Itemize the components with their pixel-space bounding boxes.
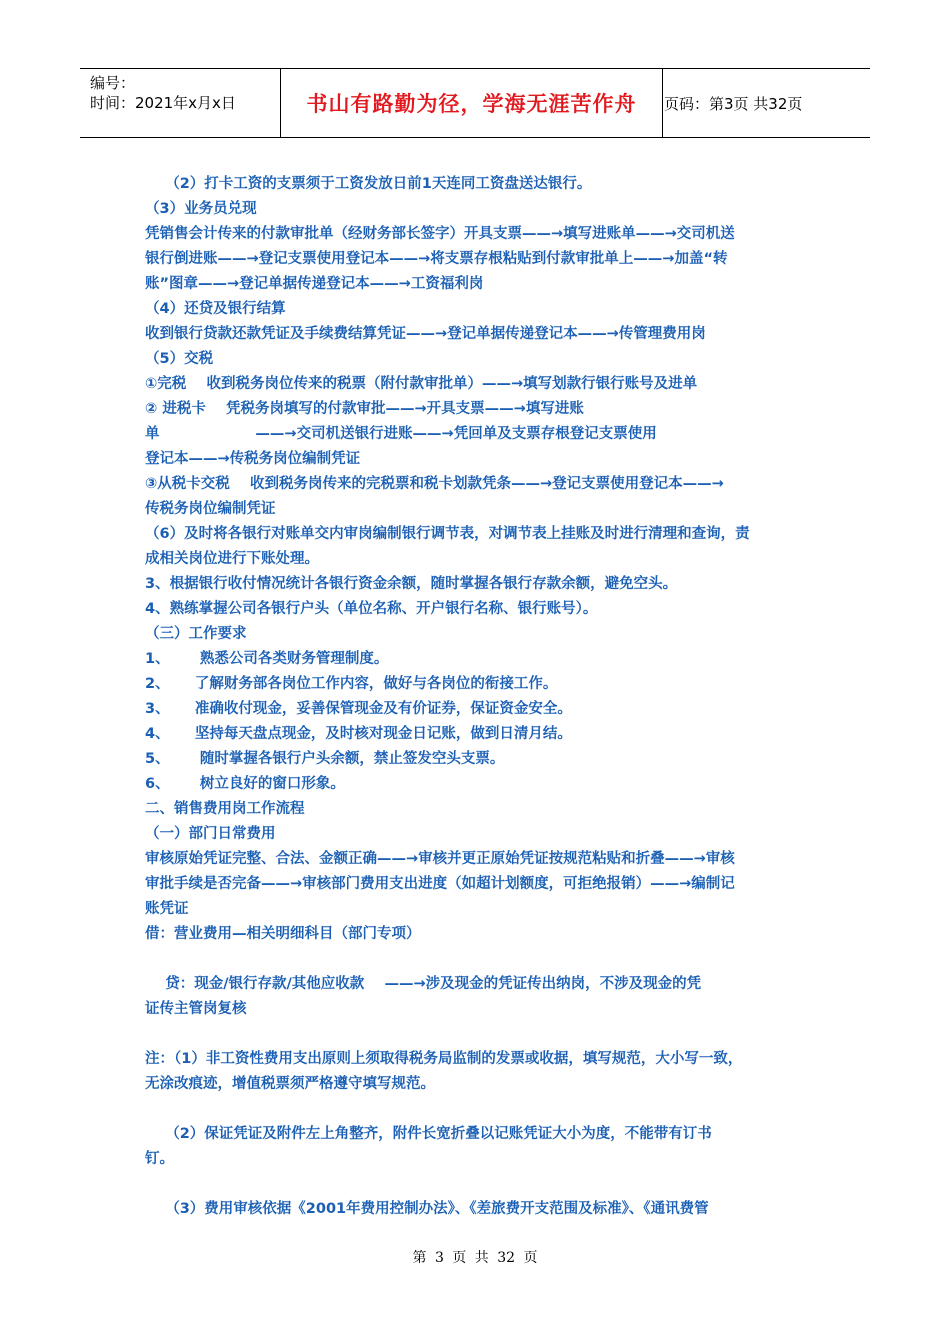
text-line: 无涂改痕迹，增值税票须严格遵守填写规范。: [145, 1076, 435, 1092]
page-footer: 第 3 页 共 32 页: [412, 1250, 538, 1266]
text-line: 钉。: [145, 1151, 174, 1167]
text-line: 账”图章——→登记单据传递登记本——→工资福利岗: [145, 276, 484, 292]
text-line: 传税务岗位编制凭证: [145, 501, 276, 517]
text-line: 3、根据银行收付情况统计各银行资金余额，随时掌握各银行存款余额，避免空头。: [145, 576, 678, 592]
text-line: 审批手续是否完备——→审核部门费用支出进度（如超计划额度，可拒绝报销）——→编制记: [145, 876, 735, 892]
text-line: 6、 树立良好的窗口形象。: [145, 776, 345, 792]
text-line: 贷：现金/银行存款/其他应收款 ——→涉及现金的凭证传出纳岗，不涉及现金的凭: [145, 976, 702, 992]
text-line: 单 ——→交司机送银行进账——→凭回单及支票存根登记支票使用: [145, 426, 657, 442]
text-line: 1、 熟悉公司各类财务管理制度。: [145, 651, 389, 667]
text-line: 银行倒进账——→登记支票使用登记本——→将支票存根粘贴到付款审批单上——→加盖“转: [145, 251, 728, 267]
text-line: （5）交税: [145, 351, 214, 367]
text-line: 3、 准确收付现金，妥善保管现金及有价证券，保证资金安全。: [145, 701, 572, 717]
header-divider: [662, 69, 663, 137]
text-line: （3）业务员兑现: [145, 201, 257, 217]
text-line: （3）费用审核依据《2001年费用控制办法》、《差旅费开支范围及标准》、《通讯费管: [145, 1201, 709, 1217]
text-line: 二、销售费用岗工作流程: [145, 801, 305, 817]
text-line: 收到银行贷款还款凭证及手续费结算凭证——→登记单据传递登记本——→传管理费用岗: [145, 326, 706, 342]
text-line: （2）打卡工资的支票须于工资发放日前1天连同工资盘送达银行。: [145, 176, 592, 192]
text-line: （三）工作要求: [145, 626, 247, 642]
text-line: （6）及时将各银行对账单交内审岗编制银行调节表，对调节表上挂账及时进行清理和查询，责: [145, 526, 750, 542]
text-line: 注：（1）非工资性费用支出原则上须取得税务局监制的发票或收据，填写规范，大小写一致，: [145, 1051, 743, 1067]
header-page-info: 页码：第3页 共32页: [664, 94, 803, 113]
text-line: （2）保证凭证及附件左上角整齐，附件长宽折叠以记账凭证大小为度，不能带有订书: [145, 1126, 712, 1142]
text-line: 登记本——→传税务岗位编制凭证: [145, 451, 361, 467]
text-line: 5、 随时掌握各银行户头余额，禁止签发空头支票。: [145, 751, 505, 767]
text-line: 审核原始凭证完整、合法、金额正确——→审核并更正原始凭证按规范粘贴和折叠——→审核: [145, 851, 735, 867]
document-number: 编号：: [90, 74, 136, 92]
text-line: ①完税 收到税务岗位传来的税票（附付款审批单）——→填写划款行银行账号及进单: [145, 376, 698, 392]
header-motto: 书山有路勤为径，学海无涯苦作舟: [306, 92, 637, 116]
text-line: 4、 坚持每天盘点现金，及时核对现金日记账，做到日清月结。: [145, 726, 572, 742]
text-line: （4）还贷及银行结算: [145, 301, 286, 317]
header-meta: [90, 73, 236, 113]
text-line: ② 进税卡 凭税务岗填写的付款审批——→开具支票——→填写进账: [145, 401, 584, 417]
text-line: 成相关岗位进行下账处理。: [145, 551, 319, 567]
text-line: ③从税卡交税 收到税务岗传来的完税票和税卡划款凭条——→登记支票使用登记本——→: [145, 476, 724, 492]
text-line: 借：营业费用—相关明细科目（部门专项）: [145, 926, 421, 942]
text-line: （一）部门日常费用: [145, 826, 276, 842]
page-header: [80, 68, 870, 138]
text-line: 凭销售会计传来的付款审批单（经财务部长签字）开具支票——→填写进账单——→交司机送: [145, 226, 735, 242]
document-date: 时间：2021年x月x日: [90, 94, 236, 112]
text-line: 4、熟练掌握公司各银行户头（单位名称、开户银行名称、银行账号）。: [145, 601, 598, 617]
text-line: 账凭证: [145, 901, 189, 917]
text-line: 2、 了解财务部各岗位工作内容，做好与各岗位的衔接工作。: [145, 676, 558, 692]
text-line: 证传主管岗复核: [145, 1001, 247, 1017]
